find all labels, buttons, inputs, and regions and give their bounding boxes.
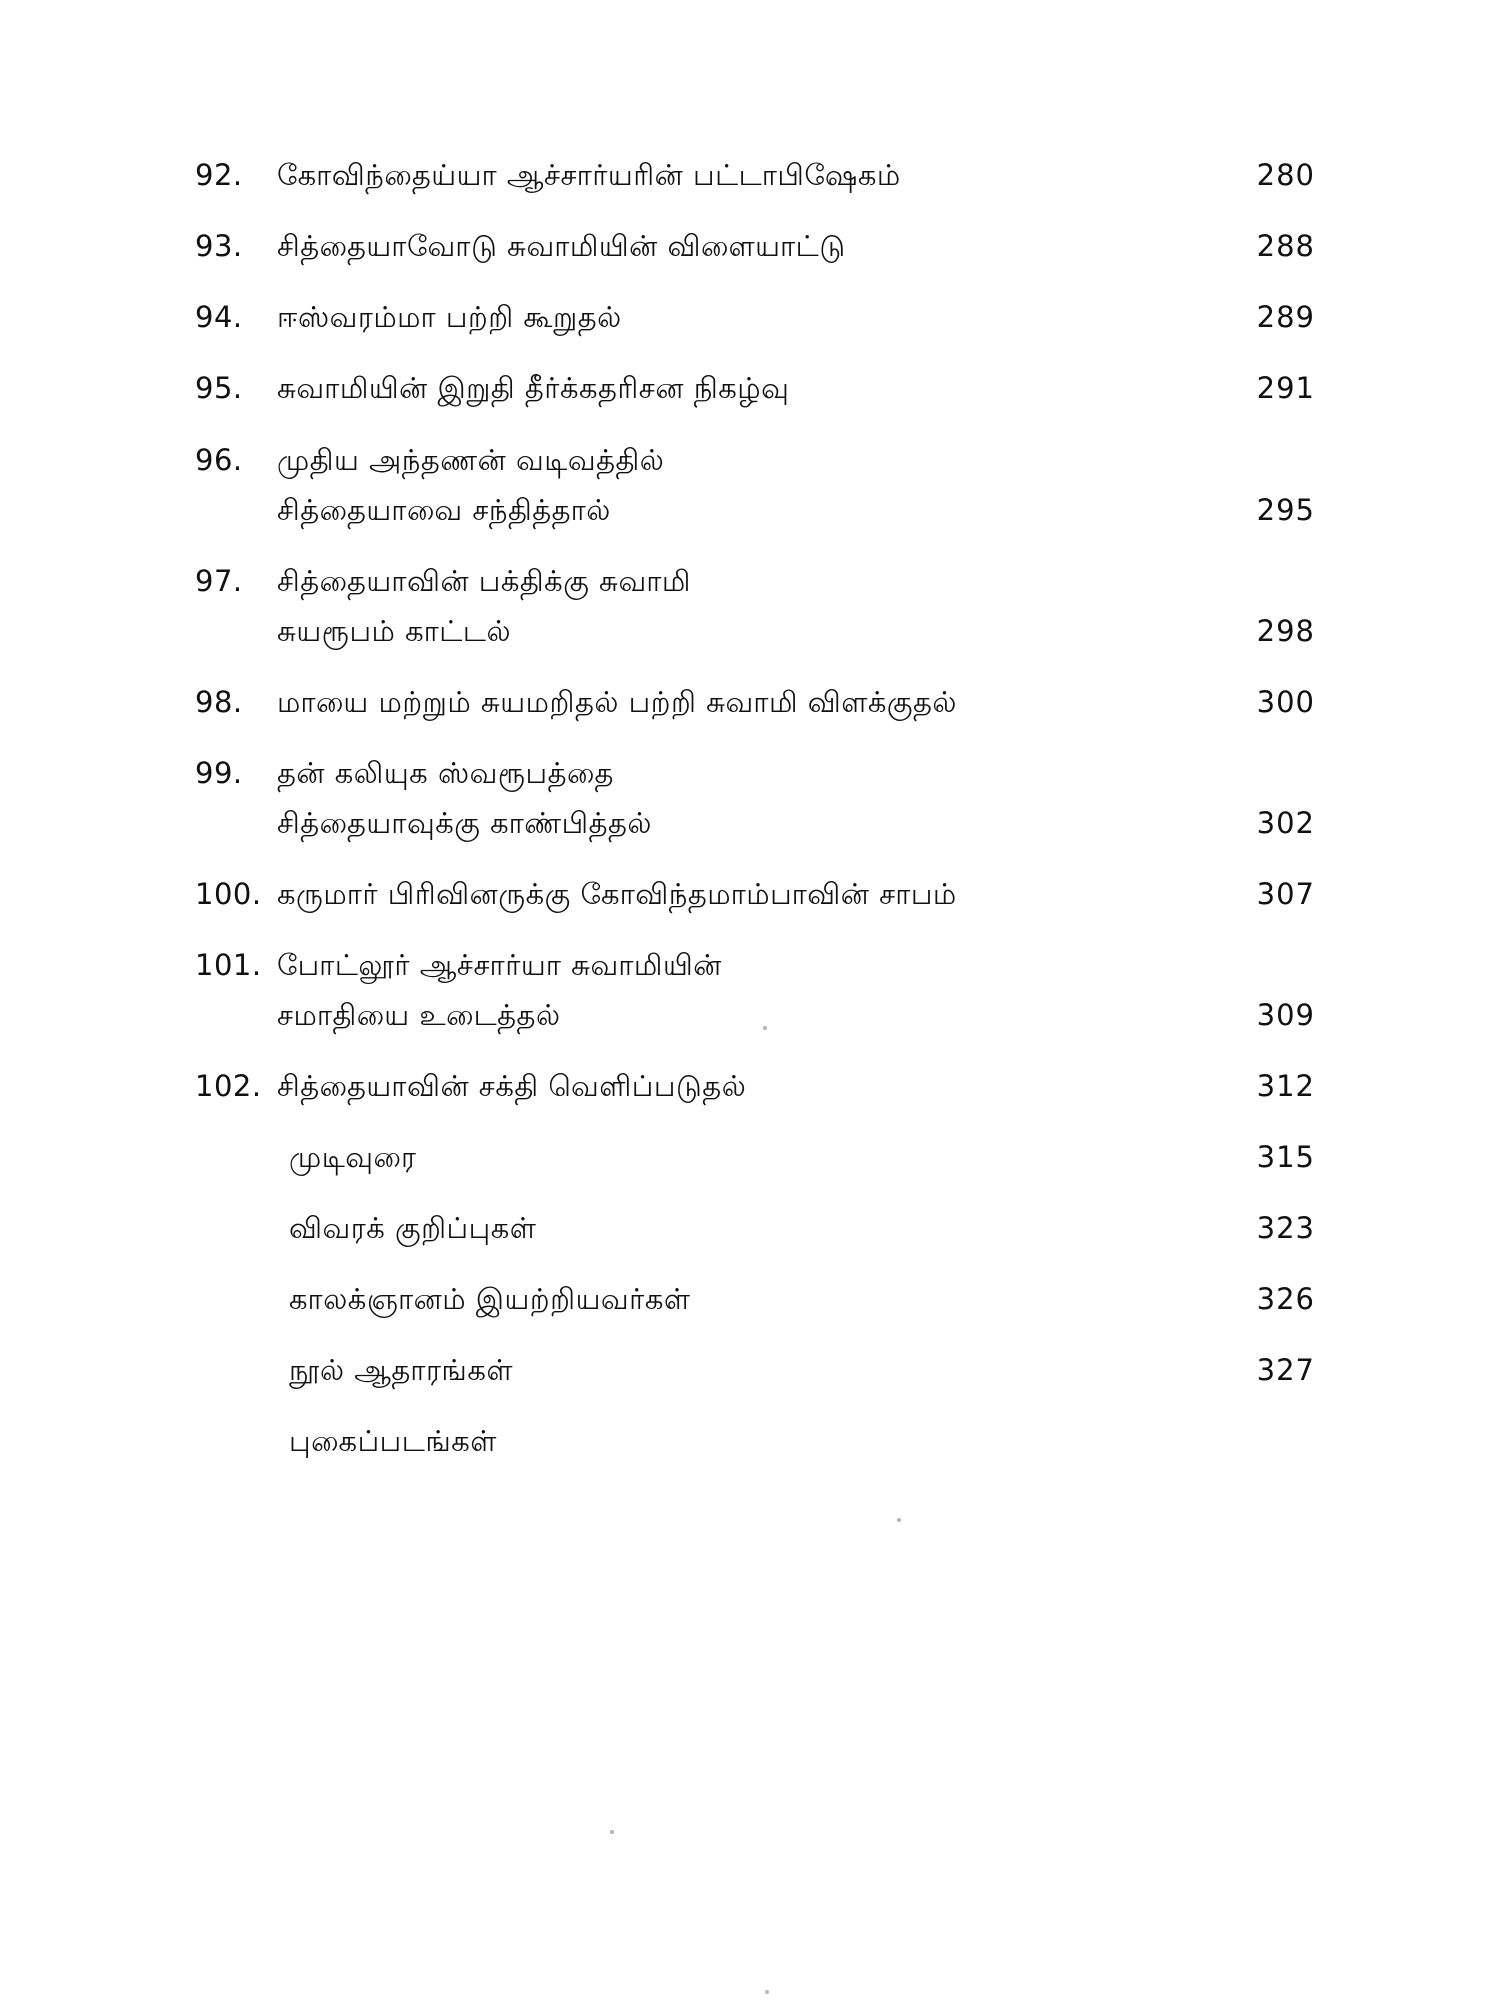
page-number: 327 <box>1256 1353 1315 1387</box>
entry-title: முடிவுரை <box>289 1140 417 1174</box>
entry-title-continued: சித்தையாவுக்கு காண்பித்தல் <box>277 806 652 840</box>
entry-title: சித்தையாவின் பக்திக்கு சுவாமி <box>277 564 691 598</box>
entry-title: விவரக் குறிப்புகள் <box>289 1211 537 1245</box>
entry-number: 94. <box>195 300 243 334</box>
entry-title-continued: சுயரூபம் காட்டல் <box>277 614 512 648</box>
entry-title: மாயை மற்றும் சுயமறிதல் பற்றி சுவாமி விளக்குதல் <box>277 685 957 719</box>
entry-title: முதிய அந்தணன் வடிவத்தில் <box>277 443 665 477</box>
page-number: 323 <box>1256 1211 1315 1245</box>
page-number: 309 <box>1256 998 1315 1032</box>
page-number: 280 <box>1256 158 1315 192</box>
entry-number: 99. <box>195 756 243 790</box>
page-number: 288 <box>1256 229 1315 263</box>
page-number: 300 <box>1256 685 1315 719</box>
entry-title: புகைப்படங்கள் <box>289 1424 497 1458</box>
entry-number: 101. <box>195 948 262 982</box>
entry-title-continued: சமாதியை உடைத்தல் <box>277 998 561 1032</box>
entry-title: ஈஸ்வரம்மா பற்றி கூறுதல் <box>277 300 622 334</box>
entry-number: 102. <box>195 1069 262 1103</box>
entry-title: கருமார் பிரிவினருக்கு கோவிந்தமாம்பாவின் சாபம் <box>277 877 957 911</box>
page-number: 326 <box>1256 1282 1315 1316</box>
scan-speck <box>765 1990 769 1994</box>
scan-speck <box>897 1518 901 1522</box>
entry-title: கோவிந்தைய்யா ஆச்சார்யரின் பட்டாபிஷேகம் <box>277 158 901 192</box>
page-number: 302 <box>1256 806 1315 840</box>
page-number: 289 <box>1256 300 1315 334</box>
entry-title: போட்லூர் ஆச்சார்யா சுவாமியின் <box>277 948 722 982</box>
entry-number: 100. <box>195 877 262 911</box>
scan-speck <box>763 1026 767 1030</box>
page-number: 312 <box>1256 1069 1315 1103</box>
entry-title: தன் கலியுக ஸ்வரூபத்தை <box>277 756 614 790</box>
entry-title: சித்தையாவின் சக்தி வெளிப்படுதல் <box>277 1069 747 1103</box>
page-number: 307 <box>1256 877 1315 911</box>
entry-number: 95. <box>195 371 243 405</box>
page-number: 298 <box>1256 614 1315 648</box>
entry-title: நூல் ஆதாரங்கள் <box>289 1353 514 1387</box>
page-number: 295 <box>1256 493 1315 527</box>
entry-number: 93. <box>195 229 243 263</box>
page-number: 291 <box>1256 371 1315 405</box>
entry-number: 92. <box>195 158 243 192</box>
entry-title: சுவாமியின் இறுதி தீர்க்கதரிசன நிகழ்வு <box>277 371 790 405</box>
entry-title: காலக்ஞானம் இயற்றியவர்கள் <box>289 1282 691 1316</box>
entry-number: 96. <box>195 443 243 477</box>
scan-speck <box>610 1830 614 1834</box>
entry-title-continued: சித்தையாவை சந்தித்தால் <box>277 493 611 527</box>
entry-number: 97. <box>195 564 243 598</box>
entry-number: 98. <box>195 685 243 719</box>
entry-title: சித்தையாவோடு சுவாமியின் விளையாட்டு <box>277 229 846 263</box>
page-number: 315 <box>1256 1140 1315 1174</box>
